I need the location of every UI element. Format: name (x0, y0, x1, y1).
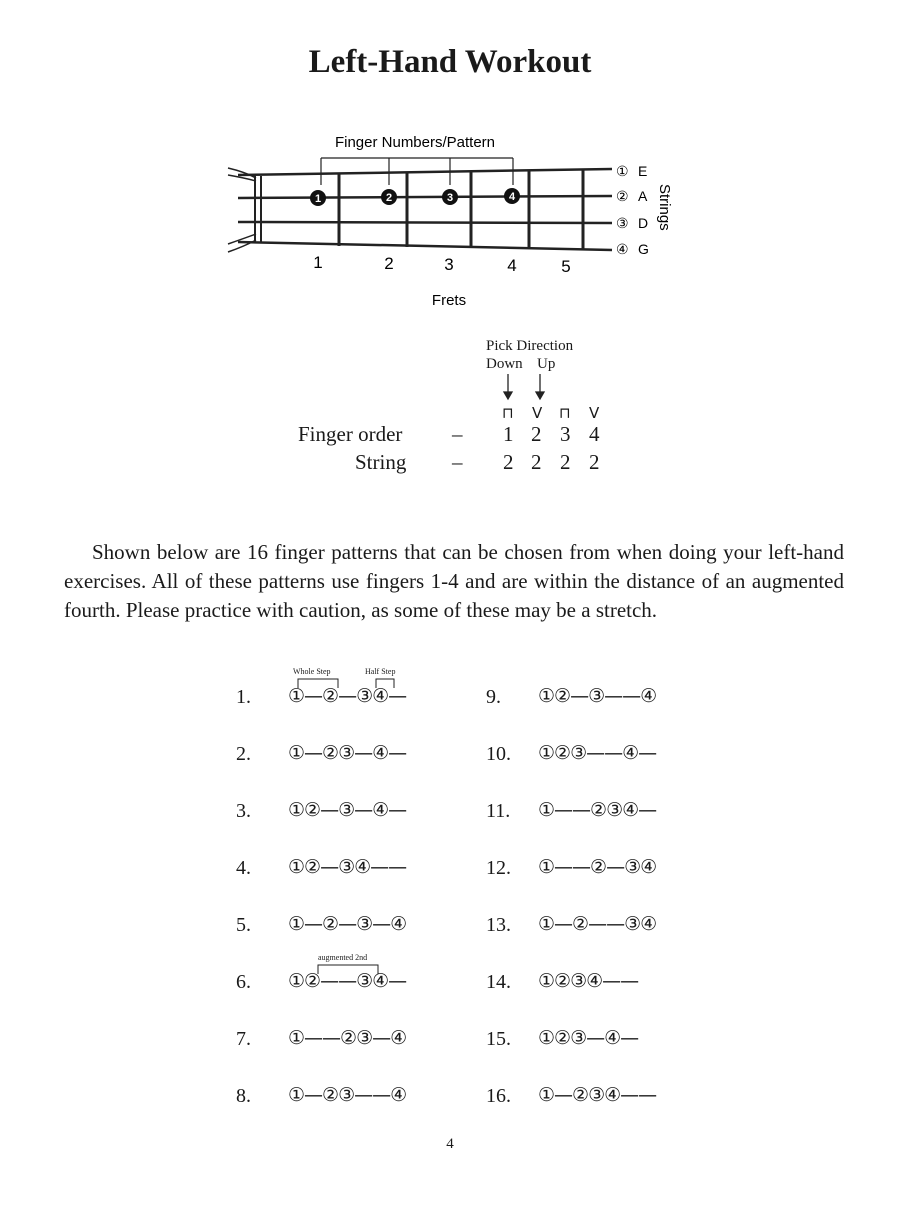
finger-pattern: ①—②③④—— (538, 1084, 657, 1106)
fret-number: 2 (384, 254, 394, 273)
pattern-number: 11. (486, 800, 511, 822)
fret-number: 4 (507, 256, 517, 275)
pattern-number: 7. (236, 1028, 251, 1050)
pattern-number: 15. (486, 1028, 511, 1050)
page-number: 4 (446, 1136, 454, 1152)
headstock-lines (228, 168, 256, 252)
intro-paragraph (64, 538, 844, 625)
string-row-label: String (355, 450, 407, 474)
finger-pattern: ①②③—④— (538, 1027, 639, 1049)
pattern-label: Finger Numbers/Pattern (334, 134, 496, 151)
pattern-number: 12. (486, 857, 511, 879)
pattern-number: 6. (236, 971, 251, 993)
finger-pattern: ①—②③—④— (288, 742, 407, 764)
finger-pattern: ①②③④—— (538, 970, 639, 992)
finger-order-value: 4 (589, 422, 600, 446)
strings-label: Strings (656, 184, 673, 231)
pattern-number: 9. (486, 686, 501, 708)
string-row-dash: – (452, 450, 463, 474)
finger-pattern: ①——②③—④ (288, 1027, 407, 1049)
pattern-number: 10. (486, 743, 511, 765)
frets-label: Frets (431, 292, 467, 309)
finger-order-label: Finger order (298, 422, 403, 446)
up-arrow-head (536, 392, 544, 399)
pattern-number: 8. (236, 1085, 251, 1107)
string-labels (616, 163, 649, 257)
string-value: 2 (531, 450, 542, 474)
pattern-number: 2. (236, 743, 251, 765)
finger-dot-label: 2 (385, 192, 393, 204)
finger-order-value: 3 (560, 422, 571, 446)
pattern-number: 1. (236, 686, 251, 708)
fretboard-diagram (0, 0, 900, 320)
strings (238, 169, 612, 250)
string-symbol: ② (616, 188, 629, 204)
string-name: G (638, 241, 649, 257)
finger-dot-label: 3 (446, 192, 454, 204)
finger-pattern: ①——②—③④ (538, 856, 657, 878)
finger-pattern: ①②—③—④— (288, 799, 407, 821)
string-value: 2 (503, 450, 514, 474)
pattern-number: 4. (236, 857, 251, 879)
finger-pattern: ①—②—③—④ (288, 913, 407, 935)
string-e (238, 169, 612, 175)
finger-order-dash: – (452, 422, 463, 446)
frets (255, 169, 583, 250)
finger-pattern: ①—②—③④— (288, 685, 407, 707)
pattern-number: 16. (486, 1085, 511, 1107)
finger-pattern: ①②—③——④ (538, 685, 657, 707)
pattern-number: 13. (486, 914, 511, 936)
upstroke-icon: V (589, 404, 600, 422)
whole-step-label: Whole Step (293, 667, 331, 676)
string-g (238, 242, 612, 250)
string-symbol: ① (616, 163, 629, 179)
string-value: 2 (589, 450, 600, 474)
augmented-2nd-label: augmented 2nd (318, 953, 368, 962)
upstroke-icon: V (532, 404, 543, 422)
finger-dot-label: 4 (508, 191, 516, 203)
string-name: A (638, 188, 648, 204)
string-value: 2 (560, 450, 571, 474)
pattern-number: 3. (236, 800, 251, 822)
pattern-number: 5. (236, 914, 251, 936)
finger-pattern: ①—②——③④ (538, 913, 657, 935)
fret-number: 1 (313, 253, 323, 272)
finger-pattern: ①②③——④— (538, 742, 657, 764)
fret-number: 3 (444, 255, 454, 274)
string-name: D (638, 215, 649, 231)
pick-direction-heading: Pick Direction (486, 338, 574, 354)
finger-pattern: ①——②③④— (538, 799, 657, 821)
pattern-number: 14. (486, 971, 511, 993)
downstroke-icon: ⊓ (502, 404, 514, 422)
finger-dot-label: 1 (314, 193, 322, 205)
half-step-label: Half Step (365, 667, 396, 676)
pick-down-label: Down (486, 356, 523, 372)
down-arrow-head (504, 392, 512, 399)
page-title: Left-Hand Workout (308, 44, 592, 80)
string-symbol: ④ (616, 241, 629, 257)
fret-number: 5 (561, 257, 571, 276)
finger-pattern: ①②—③④—— (288, 856, 407, 878)
finger-pattern: ①②——③④— (288, 970, 407, 992)
fret-numbers (313, 253, 570, 276)
pick-arrows (496, 372, 556, 402)
finger-order-value: 2 (531, 422, 542, 446)
string-a (238, 196, 612, 198)
pick-up-label: Up (537, 356, 556, 372)
finger-pattern: ①—②③——④ (288, 1084, 407, 1106)
string-name: E (638, 163, 648, 179)
string-d (238, 222, 612, 223)
string-symbol: ③ (616, 215, 629, 231)
finger-order-value: 1 (503, 422, 514, 446)
downstroke-icon: ⊓ (559, 404, 571, 422)
intro-text: Shown below are 16 finger patterns that can be chosen from when doing your left-hand exercises. All of these patterns use fingers 1-4 and are within the distance of an augmented fourth. Please practice with caution, as some of these may be a stretch. (64, 540, 844, 622)
